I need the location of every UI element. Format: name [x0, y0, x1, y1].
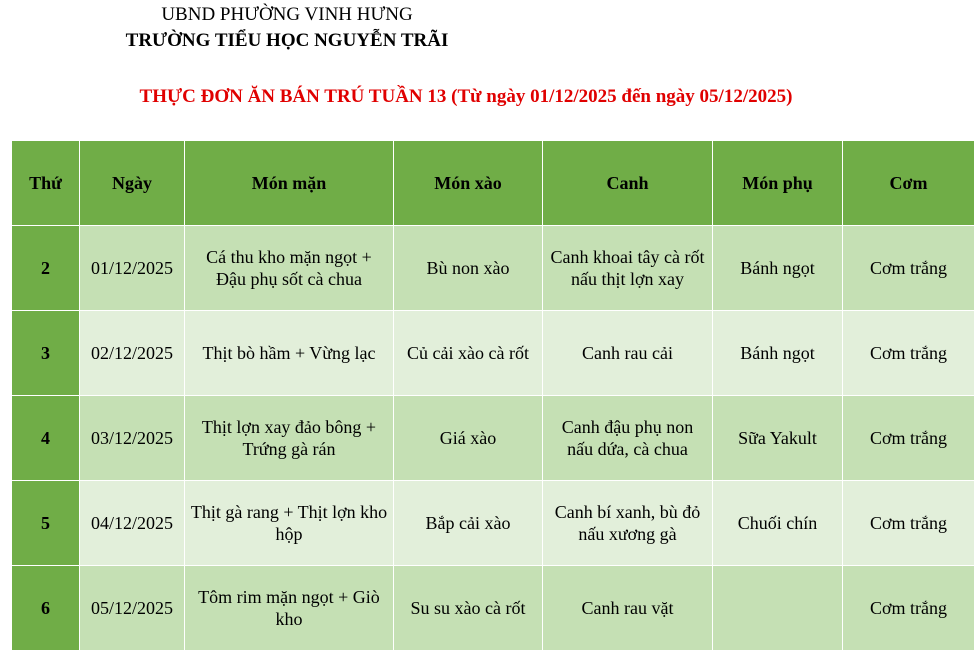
cell-rice: Cơm trắng — [843, 566, 975, 651]
cell-rice: Cơm trắng — [843, 481, 975, 566]
column-header-rice: Cơm — [843, 141, 975, 226]
cell-side-dish: Chuối chín — [713, 481, 843, 566]
cell-soup: Canh đậu phụ non nấu dứa, cà chua — [543, 396, 713, 481]
cell-stir-fry: Củ cải xào cà rốt — [394, 311, 543, 396]
column-header-side-dish: Món phụ — [713, 141, 843, 226]
cell-soup: Canh bí xanh, bù đỏ nấu xương gà — [543, 481, 713, 566]
cell-day: 4 — [12, 396, 80, 481]
cell-rice: Cơm trắng — [843, 311, 975, 396]
cell-day: 6 — [12, 566, 80, 651]
cell-date: 04/12/2025 — [80, 481, 185, 566]
column-header-day: Thứ — [12, 141, 80, 226]
cell-stir-fry: Bù non xào — [394, 226, 543, 311]
table-row — [12, 481, 975, 566]
school-name: TRƯỜNG TIỂU HỌC NGUYỄN TRÃI — [125, 30, 449, 51]
table-row — [12, 396, 975, 481]
cell-main-dish: Tôm rim mặn ngọt + Giò kho — [185, 566, 394, 651]
cell-side-dish: Bánh ngọt — [713, 226, 843, 311]
cell-day: 2 — [12, 226, 80, 311]
table-row — [12, 311, 975, 396]
table-header-row — [12, 141, 975, 226]
menu-title: THỰC ĐƠN ĂN BÁN TRÚ TUẦN 13 (Từ ngày 01/12/2025 đến ngày 05/12/2025) — [139, 86, 793, 107]
cell-stir-fry: Su su xào cà rốt — [394, 566, 543, 651]
column-header-stir-fry: Món xào — [394, 141, 543, 226]
table-row — [12, 566, 975, 651]
cell-stir-fry: Bắp cải xào — [394, 481, 543, 566]
table-row — [12, 226, 975, 311]
cell-main-dish: Cá thu kho mặn ngọt + Đậu phụ sốt cà chua — [185, 226, 394, 311]
cell-main-dish: Thịt bò hầm + Vừng lạc — [185, 311, 394, 396]
cell-date: 05/12/2025 — [80, 566, 185, 651]
org-name: UBND PHƯỜNG VINH HƯNG — [161, 4, 413, 25]
cell-date: 03/12/2025 — [80, 396, 185, 481]
cell-date: 02/12/2025 — [80, 311, 185, 396]
cell-rice: Cơm trắng — [843, 226, 975, 311]
menu-table — [11, 140, 975, 651]
column-header-date: Ngày — [80, 141, 185, 226]
column-header-main-dish: Món mặn — [185, 141, 394, 226]
cell-main-dish: Thịt gà rang + Thịt lợn kho hộp — [185, 481, 394, 566]
cell-side-dish: Sữa Yakult — [713, 396, 843, 481]
cell-main-dish: Thịt lợn xay đảo bông + Trứng gà rán — [185, 396, 394, 481]
cell-day: 5 — [12, 481, 80, 566]
cell-side-dish: Bánh ngọt — [713, 311, 843, 396]
column-header-soup: Canh — [543, 141, 713, 226]
cell-side-dish — [713, 566, 843, 651]
cell-stir-fry: Giá xào — [394, 396, 543, 481]
cell-soup: Canh rau cải — [543, 311, 713, 396]
cell-date: 01/12/2025 — [80, 226, 185, 311]
cell-soup: Canh rau vặt — [543, 566, 713, 651]
cell-soup: Canh khoai tây cà rốt nấu thịt lợn xay — [543, 226, 713, 311]
cell-rice: Cơm trắng — [843, 396, 975, 481]
cell-day: 3 — [12, 311, 80, 396]
